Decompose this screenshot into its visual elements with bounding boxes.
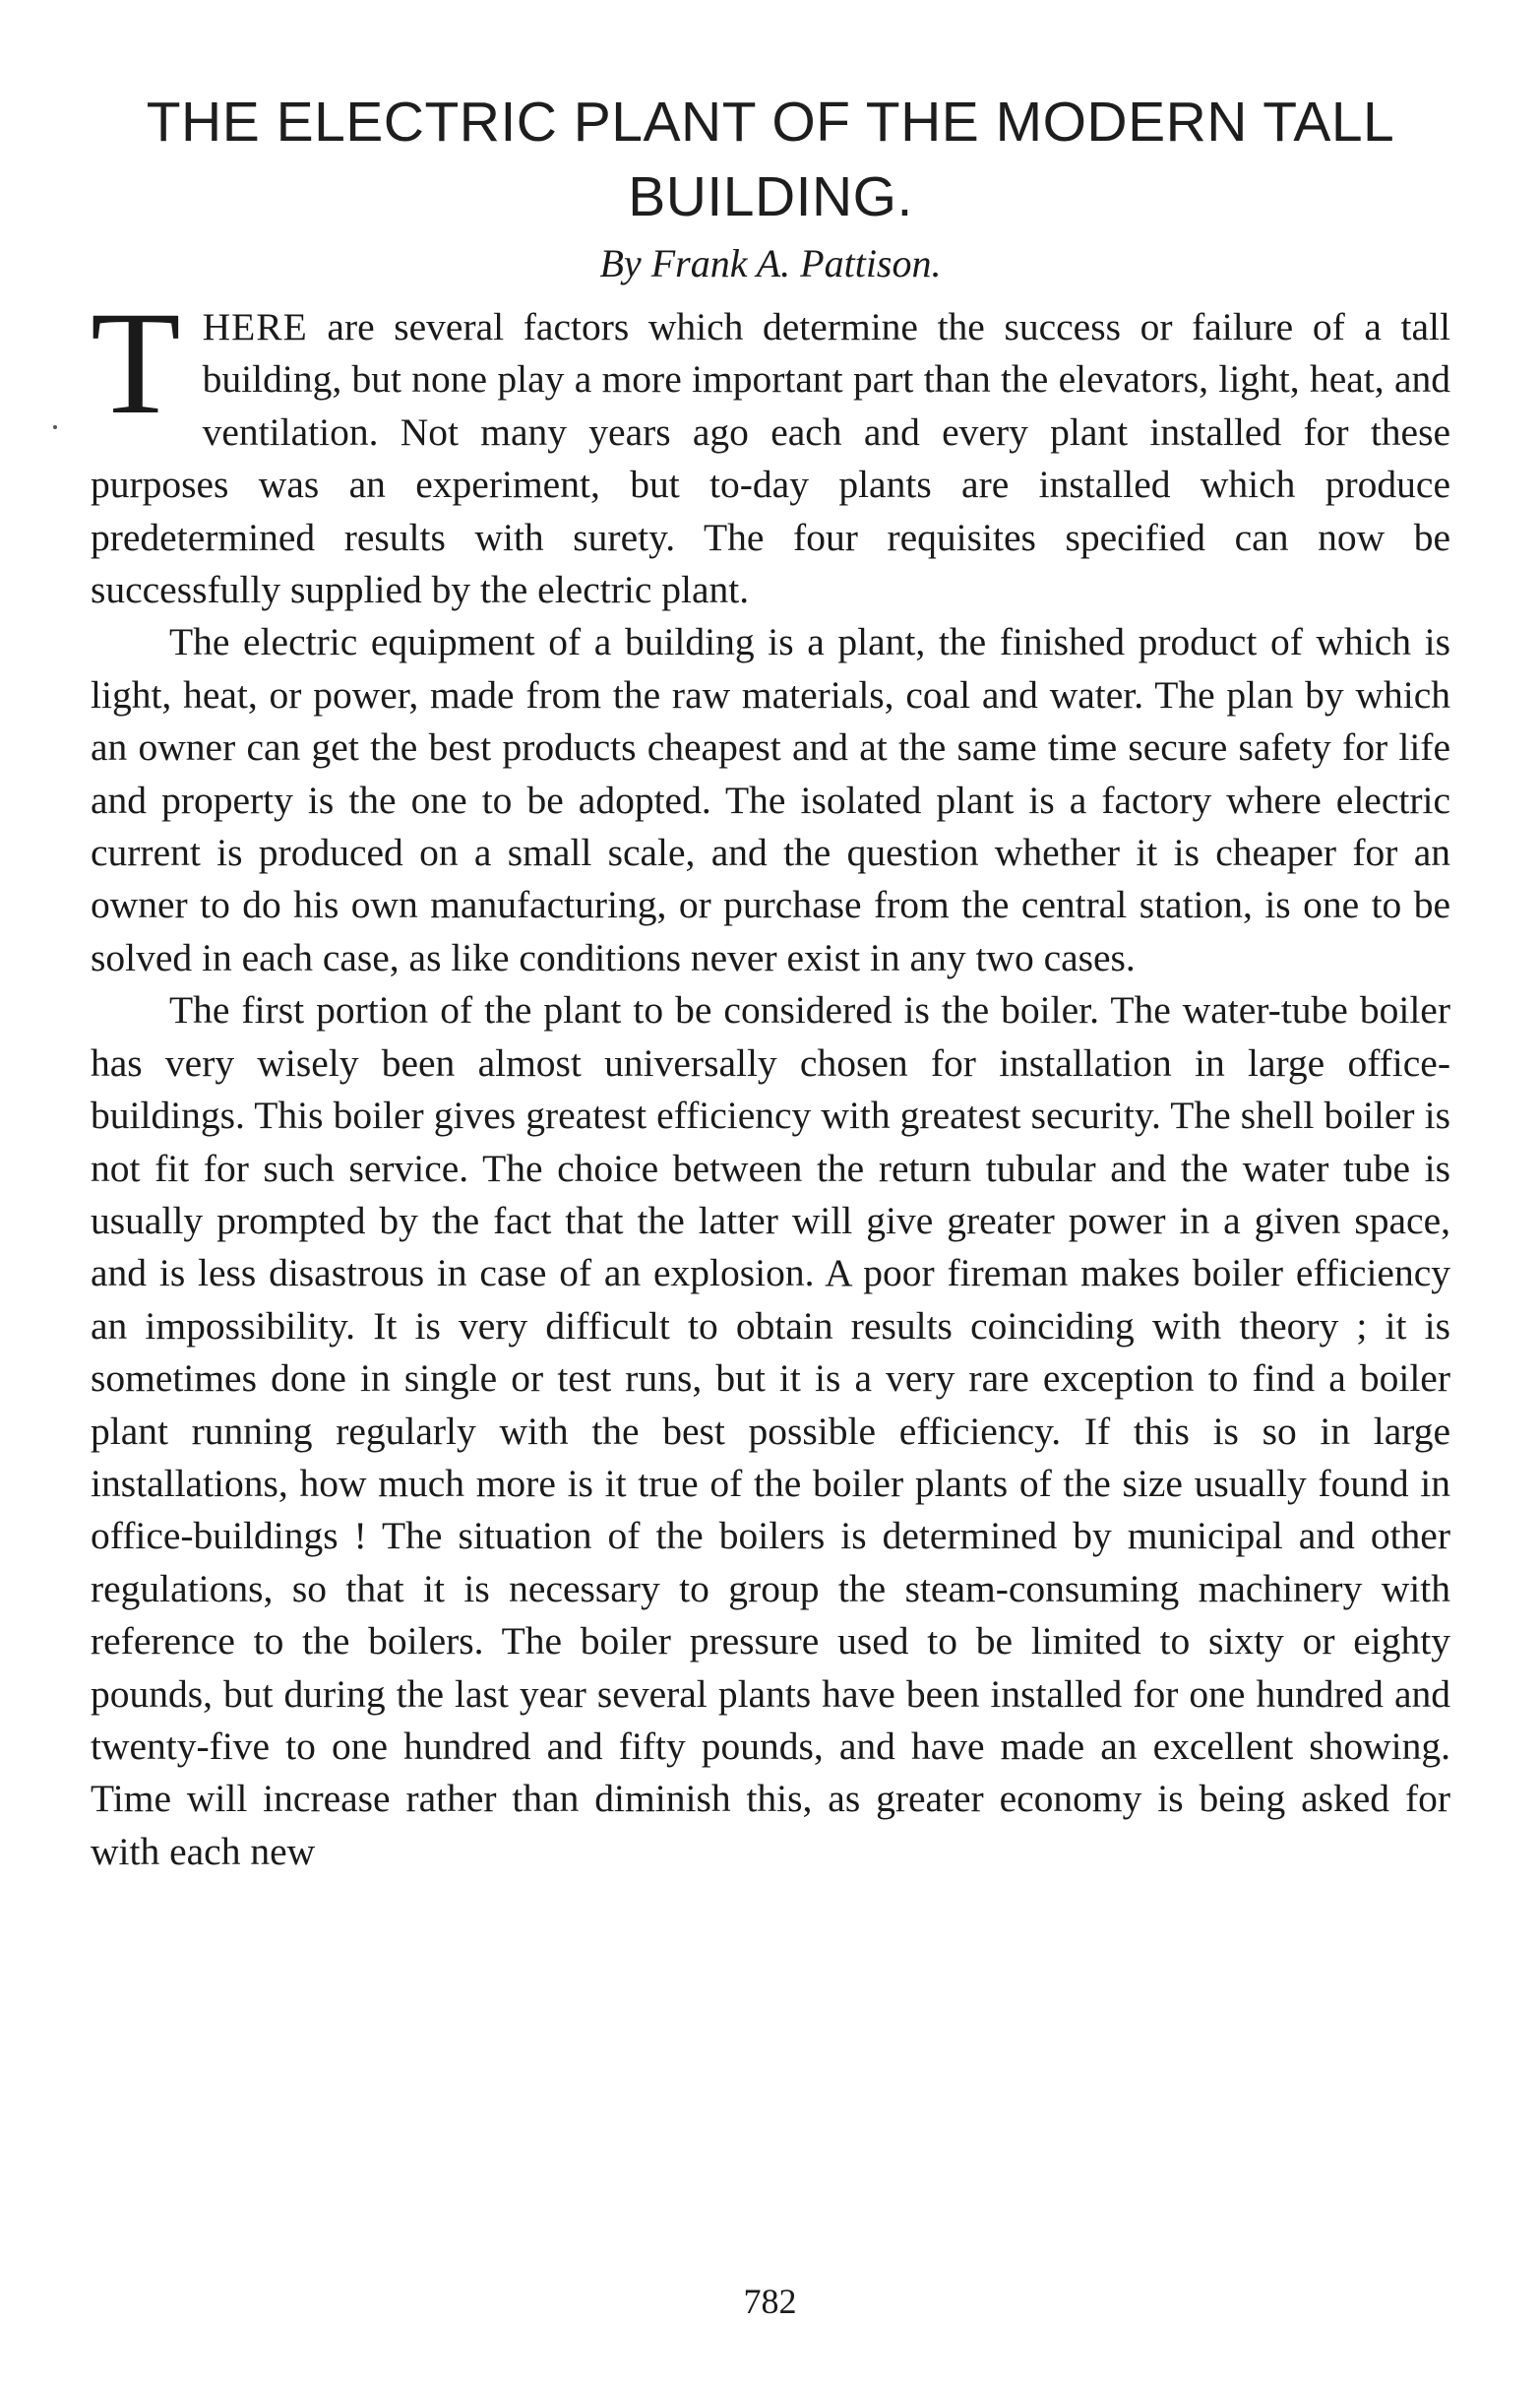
print-speck <box>53 425 57 429</box>
title-line-1: THE ELECTRIC PLANT OF THE MODERN TALL <box>146 91 1395 154</box>
article-page <box>91 59 1450 1878</box>
title-line-2: BUILDING. <box>628 165 913 228</box>
paragraph-3: The first portion of the plant to be considered is the boiler. The water-tube boiler has very wisely been almost universally chosen for installation in large office-buildings. This boiler gives greatest efficiency with greatest security. The shell boiler is not fit for such service. The choice between the return tubular and the water tube is usually prompted by the fact that the latter will give greater power in a given space, and is less disastrous in case of an explosion. A poor fireman makes boiler efficiency an impossibility. It is very difficult to obtain results coinciding with theory ; it is sometimes done in single or test runs, but it is a very rare exception to find a boiler plant running regularly with the best possible efficiency. If this is so in large installations, how much more is it true of the boiler plants of the size usually found in office-buildings ! The situation of the boilers is determined by municipal and other regulations, so that it is necessary to group the steam-consuming machinery with reference to the boilers. The boiler pressure used to be limited to sixty or eighty pounds, but during the last year several plants have been installed for one hundred and twenty-five to one hundred and fifty pounds, and have made an excellent showing. Time will increase rather than diminish this, as greater economy is being asked for with each new <box>91 988 1450 1873</box>
paragraph-1 <box>91 282 1450 616</box>
drop-cap: T <box>91 282 181 445</box>
lead-word: HERE <box>202 305 308 348</box>
paragraph-1-text: are several factors which determine the success or failure of a tall building, but none play a more important part than the elevators, light, heat, and ventilation. Not many years ago each and every plant installed for these purposes was an experiment, but to-day plants are installed which produce predetermined results with surety. The four requisites specified can now be successfully supplied by the electric plant. <box>91 305 1450 612</box>
article-body <box>91 282 1450 1878</box>
article-title <box>91 85 1450 234</box>
paragraph-2: The electric equipment of a building is a plant, the finished product of which is light, heat, or power, made from the raw materials, coal and water. The plan by which an owner can get the best products cheapest and at the same time secure safety for life and property is the one to be adopted. The isolated plant is a factory where electric current is produced on a small scale, and the question whether it is cheaper for an owner to do his own manufacturing, or purchase from the central station, is one to be solved in each case, as like conditions never exist in any two cases. <box>91 620 1450 979</box>
page-number: 782 <box>743 2282 797 2321</box>
author-byline: By Frank A. Pattison. <box>599 241 942 285</box>
